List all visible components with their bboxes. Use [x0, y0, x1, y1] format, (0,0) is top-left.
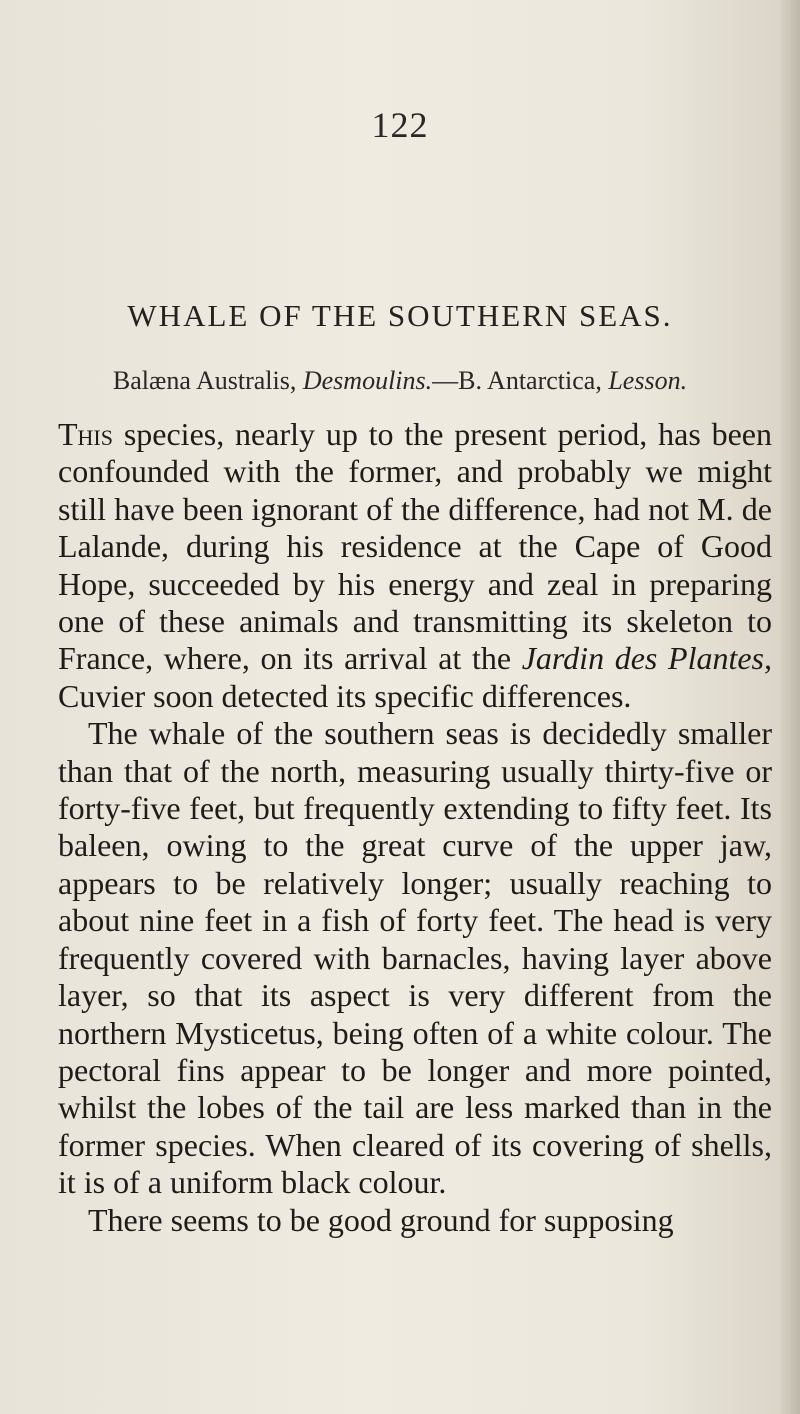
chapter-title: WHALE OF THE SOUTHERN SEAS.	[127, 298, 673, 333]
paragraph-1-text-b: Cuvier soon detected its specific differences.	[58, 677, 632, 714]
paragraph-1-italic: Jardin des Plantes,	[521, 640, 773, 677]
page-edge-shadow	[778, 0, 800, 1414]
paragraph-2: The whale of the southern seas is decidedly smaller than that of the north, measuring usually thirty-five or forty-five feet, but frequently extending to fifty feet. Its baleen, owing to the great curve of the upper jaw, appears to be relatively longer; usually reaching to about nine feet in a fish of forty feet. The head is very frequently covered with barnacles, having layer above layer, so that its aspect is very different from the northern Mysticetus, being often of a white colour. The pectoral fins appear to be longer and more pointed, whilst the lobes of the tail are less marked than in the former species. When cleared of its covering of shells, it is of a uniform black colour.	[58, 715, 772, 1201]
paragraph-3: There seems to be good ground for supposing	[88, 1201, 674, 1238]
species-subtitle	[0, 366, 800, 396]
paragraph-1	[58, 416, 772, 715]
synonym-name: —B. Antarctica,	[432, 366, 609, 395]
author-desmoulins: Desmoulins.	[302, 366, 433, 395]
paragraph-1-text-a: species, nearly up to the present period, has been confounded with the former, and probably we might still have been ignorant of the difference, had not M. de Lalande, during his residence at the Cape of Good Hope, succeeded by his energy and zeal in preparing one of these animals and transmitting its skeleton to France, where, on its arrival at the	[58, 416, 772, 677]
body-text	[58, 416, 772, 1239]
page-number: 122	[371, 105, 429, 145]
paragraph-lead-word: This	[58, 416, 113, 452]
species-name: Balæna Australis,	[112, 366, 303, 395]
author-lesson: Lesson.	[608, 366, 688, 395]
